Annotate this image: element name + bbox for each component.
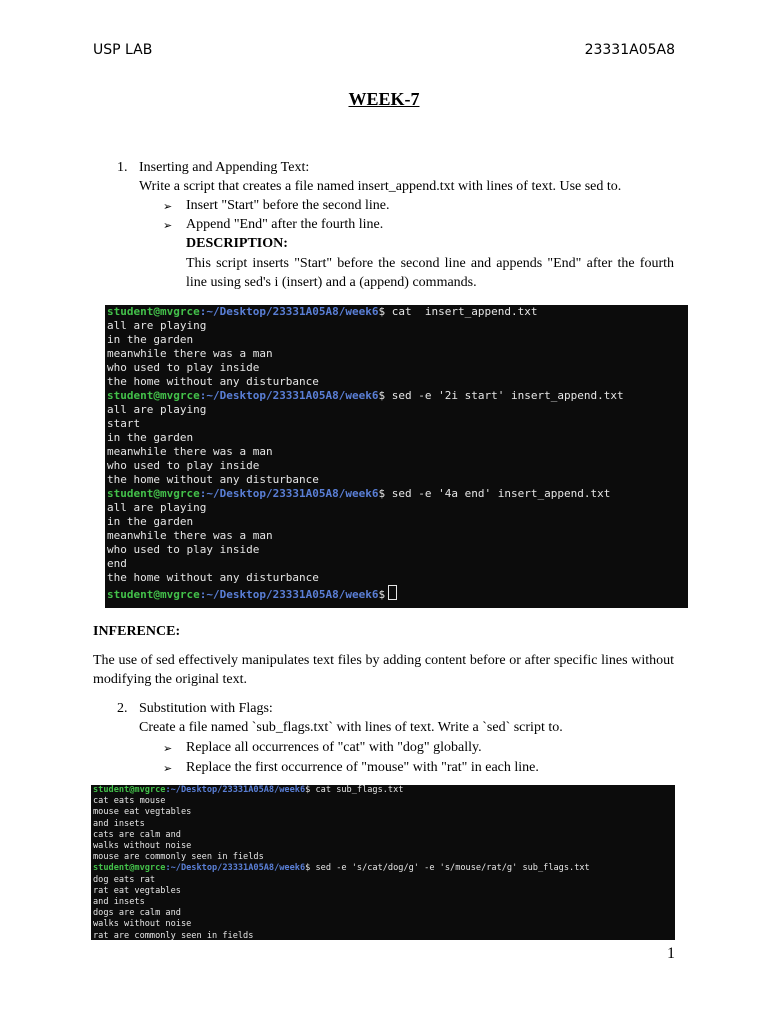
prompt-user: student@mvgrce xyxy=(93,863,166,874)
terminal-output-line: meanwhile there was a man xyxy=(107,529,273,542)
prompt-user: student@mvgrce xyxy=(107,588,200,601)
prompt-path: :~/Desktop/23331A05A8/week6 xyxy=(199,305,379,318)
terminal-prompt-line xyxy=(107,585,624,602)
terminal-output-line: meanwhile there was a man xyxy=(107,347,273,360)
terminal-output-line: in the garden xyxy=(107,333,194,346)
prompt-sign: $ xyxy=(378,487,386,500)
terminal-command: cat insert_append.txt xyxy=(385,305,538,318)
terminal-output-line: the home without any disturbance xyxy=(107,473,319,486)
arrowhead-bullet-icon: ➢ xyxy=(163,742,173,755)
prompt-user: student@mvgrce xyxy=(93,785,166,795)
terminal-command: cat sub_flags.txt xyxy=(310,785,404,795)
section2-bullet: Replace the first occurrence of "mouse" with "rat" in each line. xyxy=(186,760,539,775)
page-number: 1 xyxy=(667,945,675,962)
terminal-prompt-line xyxy=(107,305,624,319)
section1-heading: Inserting and Appending Text: xyxy=(139,160,310,175)
terminal-output-line: all are playing xyxy=(107,403,207,416)
description-label: DESCRIPTION: xyxy=(186,236,288,251)
terminal-content xyxy=(93,785,590,940)
terminal-output-line: rat are commonly seen in fields xyxy=(93,930,254,940)
terminal-cursor xyxy=(388,585,397,600)
terminal-output-line: mouse are commonly seen in fields xyxy=(93,852,264,863)
terminal-output-line: rat eat vegtables xyxy=(93,885,181,896)
terminal-output-line: all are playing xyxy=(107,501,207,514)
terminal-output-line: in the garden xyxy=(107,431,194,444)
section2-bullet: Replace all occurrences of "cat" with "dog" globally. xyxy=(186,740,482,755)
terminal-screenshot-2 xyxy=(91,785,675,940)
section2-intro: Create a file named `sub_flags.txt` with lines of text. Write a `sed` script to. xyxy=(139,720,563,735)
header-left: USP LAB xyxy=(93,42,153,58)
prompt-sign: $ xyxy=(305,785,311,795)
inference-text: The use of sed effectively manipulates text files by adding content before or after specific lines without modifying the original text. xyxy=(93,653,674,687)
prompt-user: student@mvgrce xyxy=(107,487,200,500)
terminal-output-line: start xyxy=(107,417,141,430)
terminal-output-line: dogs are calm and xyxy=(93,908,181,919)
terminal-prompt-line xyxy=(93,863,590,874)
terminal-prompt-line xyxy=(107,389,624,403)
section1-intro: Write a script that creates a file named insert_append.txt with lines of text. Use sed to. xyxy=(139,179,622,194)
prompt-sign: $ xyxy=(378,305,386,318)
terminal-output-line: the home without any disturbance xyxy=(107,375,319,388)
terminal-output-line: cats are calm and xyxy=(93,829,181,840)
terminal-command: sed -e '2i start' insert_append.txt xyxy=(385,389,624,402)
terminal-output-line: walks without noise xyxy=(93,919,192,930)
inference-label: INFERENCE: xyxy=(93,624,181,639)
prompt-path: :~/Desktop/23331A05A8/week6 xyxy=(199,487,379,500)
terminal-output-line: meanwhile there was a man xyxy=(107,445,273,458)
prompt-path: :~/Desktop/23331A05A8/week6 xyxy=(199,389,379,402)
section1-number: 1. xyxy=(117,160,128,175)
terminal-screenshot-1 xyxy=(105,305,688,608)
arrowhead-bullet-icon: ➢ xyxy=(163,219,173,232)
terminal-output-line: the home without any disturbance xyxy=(107,571,319,584)
arrowhead-bullet-icon: ➢ xyxy=(163,200,173,213)
prompt-sign: $ xyxy=(378,389,386,402)
terminal-output-line: walks without noise xyxy=(93,841,192,852)
page-title: WEEK-7 xyxy=(348,89,420,109)
header-right: 23331A05A8 xyxy=(584,42,675,58)
terminal-output-line: and insets xyxy=(93,818,145,829)
prompt-path: :~/Desktop/23331A05A8/week6 xyxy=(165,863,306,874)
prompt-sign: $ xyxy=(305,863,311,874)
terminal-output-line: who used to play inside xyxy=(107,361,260,374)
terminal-output-line: and insets xyxy=(93,897,145,908)
section2-number: 2. xyxy=(117,701,128,716)
description-text: This script inserts "Start" before the second line and appends "End" after the fourth line using sed's i (insert) and a (append) commands. xyxy=(186,256,674,290)
terminal-output-line: in the garden xyxy=(107,515,194,528)
arrowhead-bullet-icon: ➢ xyxy=(163,762,173,775)
terminal-output-line: who used to play inside xyxy=(107,459,260,472)
prompt-user: student@mvgrce xyxy=(107,389,200,402)
terminal-content xyxy=(107,305,624,602)
section2-heading: Substitution with Flags: xyxy=(139,701,273,716)
section1-bullet: Insert "Start" before the second line. xyxy=(186,198,390,213)
prompt-sign: $ xyxy=(378,588,386,601)
terminal-output-line: end xyxy=(107,557,127,570)
prompt-path: :~/Desktop/23331A05A8/week6 xyxy=(199,588,379,601)
terminal-prompt-line xyxy=(107,487,624,501)
prompt-path: :~/Desktop/23331A05A8/week6 xyxy=(165,785,306,795)
terminal-command: sed -e 's/cat/dog/g' -e 's/mouse/rat/g' sub_flags.txt xyxy=(310,863,590,874)
terminal-output-line: mouse eat vegtables xyxy=(93,807,192,818)
terminal-command: sed -e '4a end' insert_append.txt xyxy=(385,487,611,500)
prompt-user: student@mvgrce xyxy=(107,305,200,318)
terminal-output-line: cat eats mouse xyxy=(93,796,166,807)
terminal-output-line: who used to play inside xyxy=(107,543,260,556)
terminal-output-line: dog eats rat xyxy=(93,874,156,885)
terminal-output-line: all are playing xyxy=(107,319,207,332)
terminal-prompt-line xyxy=(93,785,590,796)
section1-bullet: Append "End" after the fourth line. xyxy=(186,217,384,232)
